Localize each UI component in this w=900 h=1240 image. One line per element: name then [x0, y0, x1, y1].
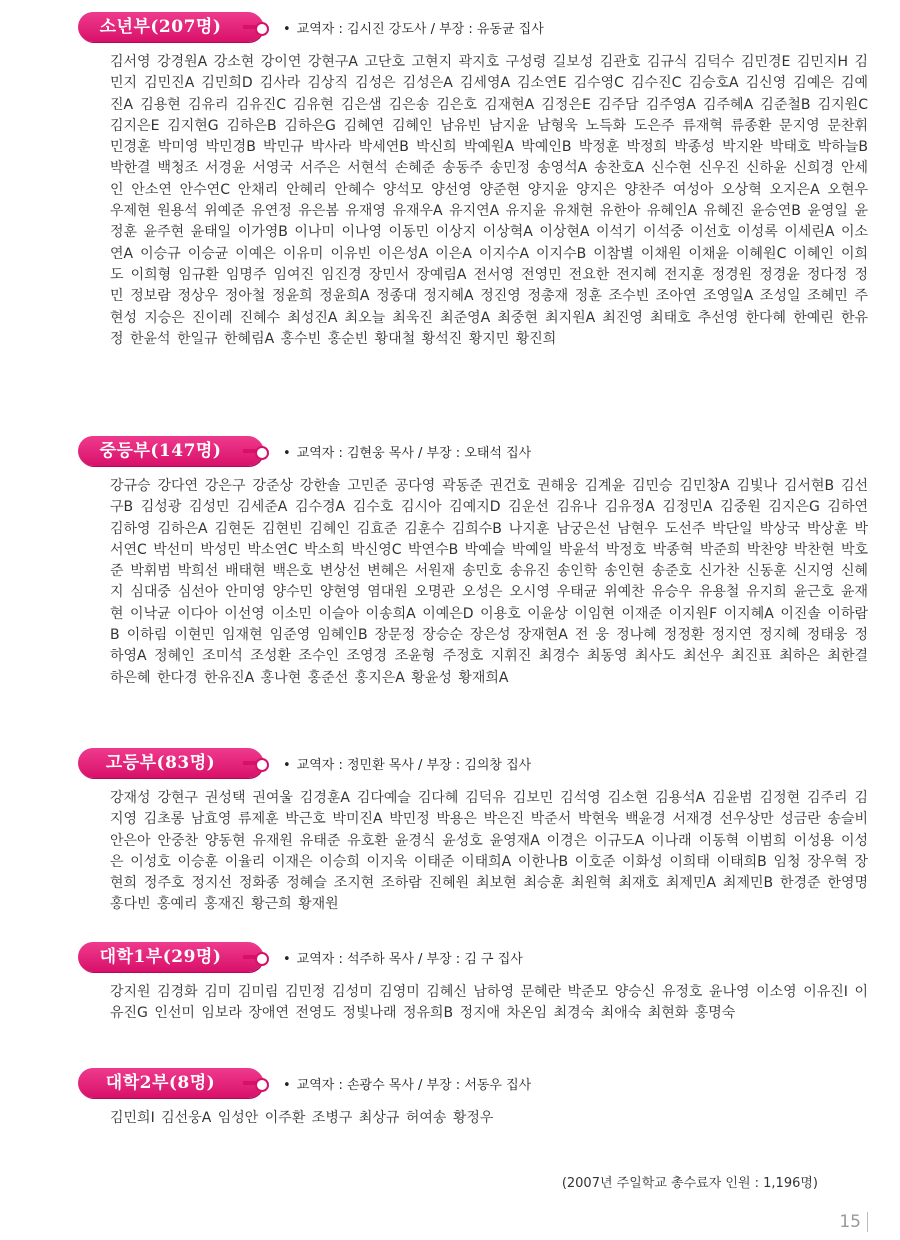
section-staff [283, 948, 523, 967]
section-middle-school [78, 434, 868, 689]
section-header [78, 746, 868, 782]
section-title: 대학2부(8명) [105, 1073, 216, 1093]
bullet-icon: • [283, 952, 291, 967]
member-names: 김서영 강경원A 강소현 강이연 강현구A 고단호 고현지 곽지호 구성령 길보성 김관호 김규식 김덕수 김민경E 김민지H 김민지 김민진A 김민희D 김사라 김상직 김성은 김성은A 김세영A 김소연E 김수영C 김수진C 김승호A 김신영 김예은 김예진A 김용현 김유리 김유진C 김유현 김은샘 김은송 김은호 김재현A 김정은E 김주담 김주영A 김주혜A 김준철B 김지원C 김지은E 김지현G 김하은B 김하은G 김혜연 김혜인 남유빈 남지윤 남형욱 노득화 도은주 류재혁 류종환 문지영 문찬휘 민경훈 박미영 박민경B 박민규 박사라 박세연B 박신희 박예원A 박예인B 박정훈 박정희 박종성 박지완 박태호 박하늘B 박한결 백청조 서경윤 서영국 서주은 서현석 손혜준 송동주 송민정 송영석A 송찬호A 신수현 신우진 신하윤 신희경 안세인 안소연 안수연C 안채리 안혜리 안혜수 양석모 양선영 양준현 양지윤 양지은 양찬주 여성아 오상혁 오지은A 오현우 우제현 원용석 위예준 유연정 유은봄 유재영 유재우A 유지연A 유지윤 유채현 유한아 유혜인A 유혜진 윤승연B 윤영일 윤정훈 윤주현 윤태일 이가영B 이나미 이나영 이동민 이상지 이상혁A 이상현A 이석기 이석중 이선호 이성록 이세린A 이소연A 이승규 이승균 이예은 이유미 이유빈 이은성A 이은A 이지수A 이지수B 이참별 이채원 이채윤 이혜원C 이혜인 이희도 이희형 임규환 임명주 임여진 임진경 장민서 장예림A 전서영 전영민 전요한 전지혜 전지훈 정경원 정경윤 정다정 정민 정보람 정상우 정아철 정윤희 정윤희A 정종대 정지혜A 정진영 정총재 정훈 조수빈 조아연 조영일A 조성일 조혜민 주현성 지승은 진이레 진혜수 최성진A 최오늘 최욱진 최준영A 최중현 최지원A 최진영 최태호 추선영 한다혜 한예린 한유정 한윤석 한일규 한혜림A 홍수빈 홍순빈 황대철 황석진 황지민 황진희 [110, 54, 868, 347]
section-staff [283, 18, 544, 37]
section-staff [283, 1074, 531, 1093]
section-title: 대학1부(29명) [99, 947, 222, 967]
pill-dot-icon [255, 1078, 269, 1092]
bullet-icon: • [283, 446, 291, 461]
staff-text: 교역자 : 김현웅 목사 / 부장 : 오태석 집사 [296, 446, 532, 461]
section-college-2 [78, 1066, 868, 1129]
section-header [78, 940, 868, 976]
member-names: 강재성 강현구 권성택 권여울 김경훈A 김다예슬 김다혜 김덕유 김보민 김석영 김소현 김용석A 김윤범 김정현 김주리 김지영 김초롱 남효영 류제훈 박근호 박미진A 박민정 박용은 박은진 박준서 박현욱 백윤경 서재경 선우상만 성금란 송슬비 안은아 안중찬 양동현 유재원 유태준 유호환 윤경식 윤성호 윤영재A 이경은 이규도A 이나래 이동혁 이범희 이성용 이성은 이성호 이승훈 이율리 이재은 이승희 이지욱 이태준 이태희A 이한나B 이호준 이화성 이희태 이태희B 임청 장우혁 장현희 정주호 정지선 정화종 정혜슬 조지현 조하람 진혜원 최보현 최승훈 최원혁 최재호 최제민A 최제민B 한경준 한영명 홍다빈 홍예리 홍재진 황근희 황재원 [110, 790, 868, 913]
staff-text: 교역자 : 김시진 강도사 / 부장 : 유동균 집사 [296, 22, 544, 37]
section-title-pill [78, 436, 263, 466]
section-high-school [78, 746, 868, 916]
bullet-icon: • [283, 1078, 291, 1093]
section-header [78, 10, 868, 46]
section-staff [283, 754, 531, 773]
section-title: 중등부(147명) [99, 441, 222, 461]
section-title: 소년부(207명) [99, 17, 222, 37]
member-names: 김민희I 김선웅A 임성안 이주환 조병구 최상규 허여송 황정우 [110, 1110, 494, 1126]
section-title: 고등부(83명) [105, 753, 216, 773]
section-title-pill [78, 12, 263, 42]
section-college-1 [78, 940, 868, 1025]
pill-dot-icon [255, 758, 269, 772]
section-staff [283, 442, 531, 461]
pill-dot-icon [255, 952, 269, 966]
section-elementary [78, 10, 868, 350]
bullet-icon: • [283, 758, 291, 773]
member-names: 강지원 김경화 김미 김미림 김민정 김성미 김영미 김혜신 남하영 문혜란 박준모 양승신 유정호 윤나영 이소영 이유진I 이유진G 인선미 임보라 장애연 전영도 정빛나래 정유희B 정지애 차온임 최경숙 최애숙 최현화 홍명숙 [110, 984, 868, 1022]
page-number: 15 [839, 1212, 868, 1232]
section-title-pill [78, 942, 263, 972]
pill-dot-icon [255, 446, 269, 460]
staff-text: 교역자 : 석주하 목사 / 부장 : 김 구 집사 [296, 952, 523, 967]
staff-text: 교역자 : 손광수 목사 / 부장 : 서동우 집사 [296, 1078, 532, 1093]
section-header [78, 434, 868, 470]
section-header [78, 1066, 868, 1102]
pill-dot-icon [255, 22, 269, 36]
section-title-pill [78, 748, 263, 778]
section-title-pill [78, 1068, 263, 1098]
member-names: 강규승 강다연 강은구 강준상 강한솔 고민준 공다영 곽동준 권건호 권해웅 김계윤 김민승 김민창A 김빛나 김서현B 김선구B 김성광 김성민 김세준A 김수경A 김수호 김시아 김예지D 김운선 김유나 김유정A 김정민A 김중원 김지은G 김하연 김하영 김하은A 김현돈 김현빈 김혜인 김효준 김훈수 김희수B 나지훈 남궁은선 남현우 도선주 박단일 박상국 박상훈 박서연C 박선미 박성민 박소연C 박소희 박신영C 박연수B 박예슬 박예일 박윤석 박정호 박종혁 박준희 박찬양 박찬현 박호준 박휘범 박희선 배태현 백은호 변상선 변혜은 서원재 송민호 송유진 송인학 송인현 송준호 신가찬 신동훈 신지영 신혜지 심대중 심선아 안미영 양수민 양현영 염대원 오명관 오성은 오시영 우태균 위예찬 유승우 유용철 유지희 윤근호 윤재현 이낙균 이다아 이선영 이소민 이슬아 이송희A 이예은D 이용호 이윤상 이임현 이재준 이지원F 이지혜A 이진솔 이하람B 이하림 이현민 임재현 임준영 임혜인B 장문정 장승순 장은성 장재현A 전 웅 정나혜 정정환 정지연 정지혜 정태웅 정하영A 정혜인 조미석 조성환 조수인 조영경 조윤형 주정호 지휘진 최경수 최동영 최사도 최선우 최진표 최하은 최한결 하은혜 한다경 한유진A 홍나현 홍준선 홍지은A 황윤성 황재희A [110, 478, 868, 686]
staff-text: 교역자 : 정민환 목사 / 부장 : 김의창 집사 [296, 758, 532, 773]
bullet-icon: • [283, 22, 291, 37]
total-graduates-note: (2007년 주일학교 총수료자 인원 : 1,196명) [561, 1176, 818, 1191]
